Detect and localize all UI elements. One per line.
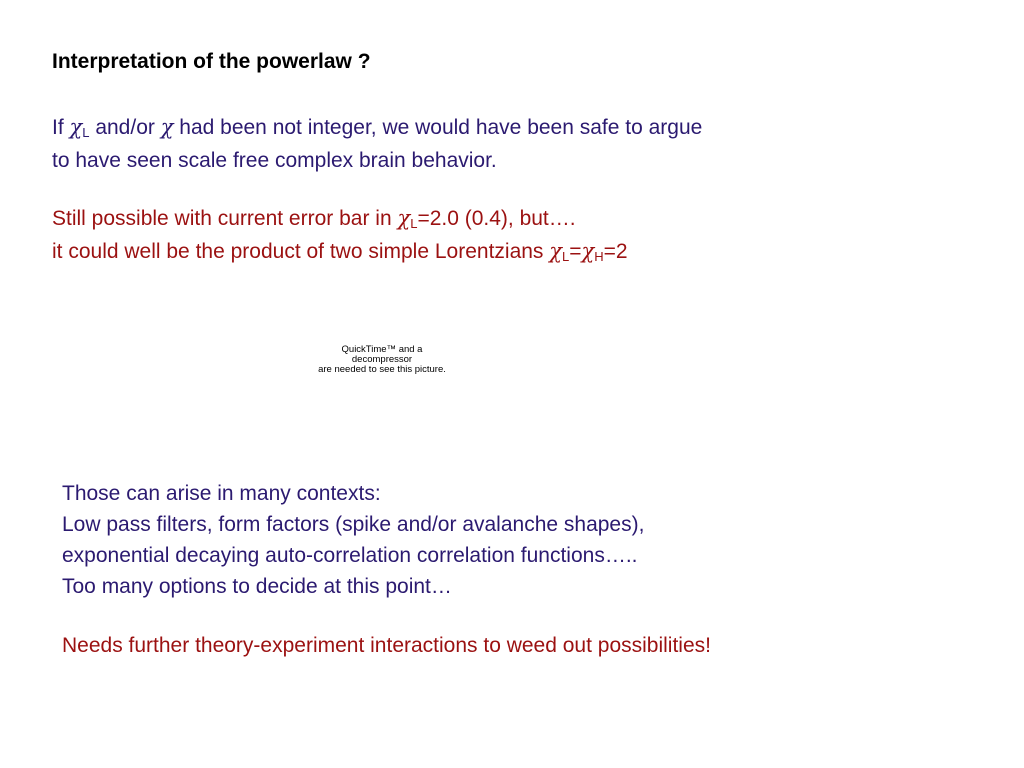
paragraph-line xyxy=(52,236,628,269)
text-segment: = xyxy=(569,240,582,263)
placeholder-line: are needed to see this picture. xyxy=(318,364,446,375)
chi-symbol: χ xyxy=(397,206,411,230)
paragraph-conclusion: Needs further theory-experiment interactions to weed out possibilities! xyxy=(62,634,711,657)
text-segment: If xyxy=(52,116,70,139)
paragraph-line: Low pass filters, form factors (spike and/or avalanche shapes), xyxy=(62,513,645,536)
paragraph-contexts xyxy=(62,478,644,602)
quicktime-placeholder xyxy=(300,345,464,375)
subscript: L xyxy=(562,249,570,264)
paragraph-line xyxy=(52,203,628,236)
paragraph-line: Too many options to decide at this point… xyxy=(62,575,452,598)
subscript: H xyxy=(594,249,604,264)
paragraph-line xyxy=(52,112,702,145)
paragraph-error-bar xyxy=(52,203,628,269)
subscript: L xyxy=(82,125,90,140)
paragraph-noninteger-argument xyxy=(52,112,702,176)
text-segment: it could well be the product of two simple Lorentzians xyxy=(52,240,550,263)
chi-symbol: χ xyxy=(581,239,595,263)
chi-symbol: χ xyxy=(69,115,83,139)
placeholder-line: QuickTime™ and a xyxy=(341,344,423,355)
paragraph-line: to have seen scale free complex brain behavior. xyxy=(52,149,497,172)
chi-symbol: χ xyxy=(160,115,174,139)
chi-symbol: χ xyxy=(549,239,562,263)
placeholder-line: decompressor xyxy=(351,354,413,365)
paragraph-line: Those can arise in many contexts: xyxy=(62,482,381,505)
paragraph-line: exponential decaying auto-correlation correlation functions….. xyxy=(62,544,638,567)
text-segment: had been not integer, we would have been safe to argue xyxy=(173,116,703,139)
text-segment: and/or xyxy=(89,116,161,139)
subscript: L xyxy=(410,216,418,231)
text-segment: =2.0 (0.4), but…. xyxy=(417,207,576,230)
text-segment: =2 xyxy=(603,240,628,263)
text-segment: Still possible with current error bar in xyxy=(52,207,398,230)
slide-title: Interpretation of the powerlaw ? xyxy=(52,50,371,73)
